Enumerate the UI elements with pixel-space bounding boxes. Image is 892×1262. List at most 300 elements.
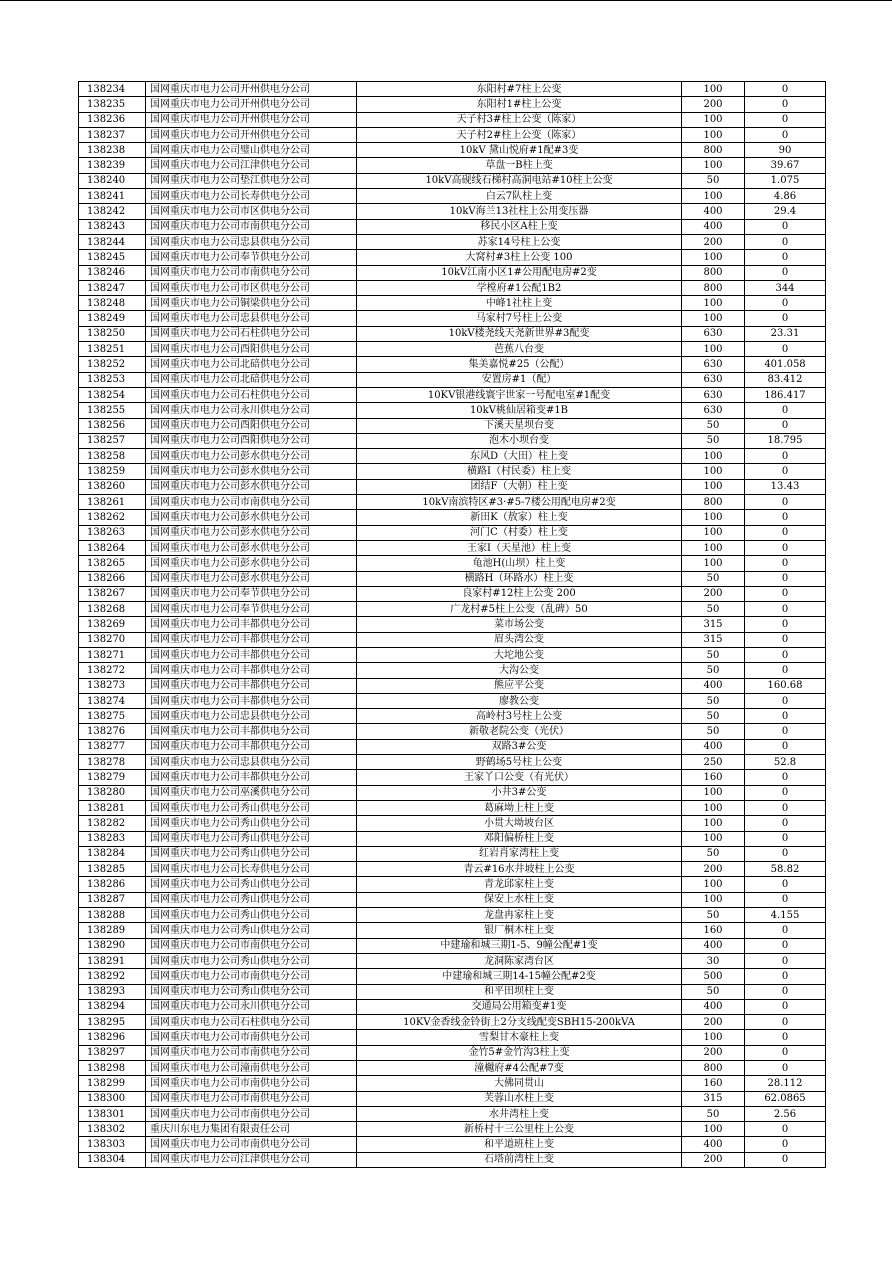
table-row	[79, 846, 826, 861]
company-cell: 国网重庆市电力公司市南供电分公司	[146, 1045, 357, 1060]
row-id-cell: 138247	[79, 280, 146, 295]
transformer-name-cell: 青龙邱家柱上变	[357, 877, 682, 892]
value-cell: 0	[745, 586, 826, 601]
company-cell: 国网重庆市电力公司开州供电分公司	[146, 82, 357, 97]
transformer-name-cell: 天子村2#柱上公变（陈家）	[357, 127, 682, 142]
company-cell: 国网重庆市电力公司彭水供电分公司	[146, 464, 357, 479]
row-id-cell: 138251	[79, 342, 146, 357]
row-id-cell: 138283	[79, 831, 146, 846]
capacity-cell: 100	[682, 296, 745, 311]
table-row	[79, 770, 826, 785]
row-id-cell: 138285	[79, 862, 146, 877]
company-cell: 国网重庆市电力公司石柱供电分公司	[146, 326, 357, 341]
value-cell: 0	[745, 464, 826, 479]
row-id-cell: 138278	[79, 755, 146, 770]
row-id-cell: 138266	[79, 571, 146, 586]
transformer-name-cell: 王家I（天星池）柱上变	[357, 540, 682, 555]
table-row	[79, 82, 826, 97]
row-id-cell: 138240	[79, 173, 146, 188]
value-cell: 0	[745, 82, 826, 97]
table-row	[79, 1061, 826, 1076]
company-cell: 国网重庆市电力公司忠县供电分公司	[146, 709, 357, 724]
value-cell: 52.8	[745, 755, 826, 770]
row-id-cell: 138262	[79, 510, 146, 525]
transformer-name-cell: 大佛同贯山	[357, 1076, 682, 1091]
value-cell: 0	[745, 418, 826, 433]
company-cell: 国网重庆市电力公司彭水供电分公司	[146, 556, 357, 571]
capacity-cell: 160	[682, 1076, 745, 1091]
row-id-cell: 138289	[79, 923, 146, 938]
transformer-name-cell: 小井3#公变	[357, 785, 682, 800]
transformer-name-cell: 10kV楼尧线天尧新世界#3配变	[357, 326, 682, 341]
capacity-cell: 100	[682, 127, 745, 142]
table-row	[79, 709, 826, 724]
capacity-cell: 100	[682, 892, 745, 907]
table-row	[79, 540, 826, 555]
table-row	[79, 204, 826, 219]
company-cell: 国网重庆市电力公司开州供电分公司	[146, 127, 357, 142]
row-id-cell: 138268	[79, 602, 146, 617]
company-cell: 国网重庆市电力公司丰都供电分公司	[146, 770, 357, 785]
transformer-name-cell: 泡木小坝台变	[357, 433, 682, 448]
transformer-name-cell: 东阳村#7柱上公变	[357, 82, 682, 97]
transformer-name-cell: 团结F（大朝）柱上变	[357, 479, 682, 494]
company-cell: 重庆川东电力集团有限责任公司	[146, 1122, 357, 1137]
value-cell: 0	[745, 800, 826, 815]
transformer-name-cell: 和平道班柱上变	[357, 1137, 682, 1152]
capacity-cell: 50	[682, 663, 745, 678]
company-cell: 国网重庆市电力公司丰都供电分公司	[146, 617, 357, 632]
transformer-name-cell: 移民小区A柱上变	[357, 219, 682, 234]
table-row	[79, 143, 826, 158]
value-cell: 0	[745, 724, 826, 739]
row-id-cell: 138280	[79, 785, 146, 800]
capacity-cell: 30	[682, 953, 745, 968]
transformer-name-cell: 交通局公用箱变#1变	[357, 999, 682, 1014]
value-cell: 13.43	[745, 479, 826, 494]
row-id-cell: 138296	[79, 1030, 146, 1045]
table-row	[79, 1137, 826, 1152]
row-id-cell: 138276	[79, 724, 146, 739]
company-cell: 国网重庆市电力公司彭水供电分公司	[146, 510, 357, 525]
row-id-cell: 138300	[79, 1091, 146, 1106]
value-cell: 0	[745, 617, 826, 632]
capacity-cell: 315	[682, 632, 745, 647]
company-cell: 国网重庆市电力公司秀山供电分公司	[146, 846, 357, 861]
transformer-name-cell: 新田K（敖家）柱上变	[357, 510, 682, 525]
value-cell: 29.4	[745, 204, 826, 219]
value-cell: 0	[745, 296, 826, 311]
table-row	[79, 158, 826, 173]
table-row	[79, 326, 826, 341]
company-cell: 国网重庆市电力公司永川供电分公司	[146, 403, 357, 418]
row-id-cell: 138267	[79, 586, 146, 601]
table-row	[79, 189, 826, 204]
value-cell: 160.68	[745, 678, 826, 693]
table-row	[79, 663, 826, 678]
transformer-name-cell: 大坨地公变	[357, 647, 682, 662]
capacity-cell: 630	[682, 387, 745, 402]
capacity-cell: 100	[682, 800, 745, 815]
value-cell: 0	[745, 999, 826, 1014]
capacity-cell: 50	[682, 693, 745, 708]
capacity-cell: 100	[682, 816, 745, 831]
company-cell: 国网重庆市电力公司市南供电分公司	[146, 265, 357, 280]
row-id-cell: 138294	[79, 999, 146, 1014]
company-cell: 国网重庆市电力公司市区供电分公司	[146, 280, 357, 295]
value-cell: 0	[745, 785, 826, 800]
company-cell: 国网重庆市电力公司长寿供电分公司	[146, 189, 357, 204]
transformer-name-cell: 学樘府#1公配1B2	[357, 280, 682, 295]
value-cell: 0	[745, 969, 826, 984]
transformer-name-cell: 东风D（大田）柱上变	[357, 449, 682, 464]
row-id-cell: 138304	[79, 1152, 146, 1167]
table-row	[79, 433, 826, 448]
row-id-cell: 138274	[79, 693, 146, 708]
table-row	[79, 938, 826, 953]
substation-table	[78, 81, 826, 1168]
company-cell: 国网重庆市电力公司市南供电分公司	[146, 938, 357, 953]
value-cell: 0	[745, 97, 826, 112]
table-row	[79, 112, 826, 127]
capacity-cell: 315	[682, 1091, 745, 1106]
transformer-name-cell: 野鹤场5号柱上公变	[357, 755, 682, 770]
table-row	[79, 586, 826, 601]
capacity-cell: 100	[682, 510, 745, 525]
table-row	[79, 418, 826, 433]
capacity-cell: 400	[682, 678, 745, 693]
capacity-cell: 200	[682, 1015, 745, 1030]
company-cell: 国网重庆市电力公司永川供电分公司	[146, 999, 357, 1014]
value-cell: 0	[745, 770, 826, 785]
row-id-cell: 138261	[79, 495, 146, 510]
row-id-cell: 138263	[79, 525, 146, 540]
value-cell: 0	[745, 510, 826, 525]
capacity-cell: 100	[682, 449, 745, 464]
value-cell: 0	[745, 449, 826, 464]
value-cell: 90	[745, 143, 826, 158]
transformer-name-cell: 中峰1社柱上变	[357, 296, 682, 311]
row-id-cell: 138245	[79, 250, 146, 265]
company-cell: 国网重庆市电力公司丰都供电分公司	[146, 663, 357, 678]
row-id-cell: 138235	[79, 97, 146, 112]
transformer-name-cell: 廖教公变	[357, 693, 682, 708]
value-cell: 0	[745, 693, 826, 708]
transformer-name-cell: 东阳村1#柱上公变	[357, 97, 682, 112]
table-row	[79, 479, 826, 494]
company-cell: 国网重庆市电力公司秀山供电分公司	[146, 831, 357, 846]
capacity-cell: 50	[682, 433, 745, 448]
table-row	[79, 755, 826, 770]
table-row	[79, 632, 826, 647]
value-cell: 0	[745, 877, 826, 892]
capacity-cell: 400	[682, 219, 745, 234]
value-cell: 0	[745, 892, 826, 907]
company-cell: 国网重庆市电力公司奉节供电分公司	[146, 586, 357, 601]
company-cell: 国网重庆市电力公司开州供电分公司	[146, 97, 357, 112]
company-cell: 国网重庆市电力公司奉节供电分公司	[146, 602, 357, 617]
transformer-name-cell: 下溪天星坝台变	[357, 418, 682, 433]
row-id-cell: 138260	[79, 479, 146, 494]
company-cell: 国网重庆市电力公司市南供电分公司	[146, 219, 357, 234]
company-cell: 国网重庆市电力公司北碚供电分公司	[146, 357, 357, 372]
row-id-cell: 138286	[79, 877, 146, 892]
company-cell: 国网重庆市电力公司市南供电分公司	[146, 1137, 357, 1152]
company-cell: 国网重庆市电力公司彭水供电分公司	[146, 571, 357, 586]
transformer-name-cell: 银厂桐木柱上变	[357, 923, 682, 938]
table-row	[79, 495, 826, 510]
company-cell: 国网重庆市电力公司石柱供电分公司	[146, 1015, 357, 1030]
capacity-cell: 50	[682, 647, 745, 662]
capacity-cell: 100	[682, 525, 745, 540]
row-id-cell: 138301	[79, 1106, 146, 1121]
table-row	[79, 923, 826, 938]
row-id-cell: 138270	[79, 632, 146, 647]
value-cell: 0	[745, 556, 826, 571]
capacity-cell: 50	[682, 173, 745, 188]
capacity-cell: 400	[682, 999, 745, 1014]
table-row	[79, 173, 826, 188]
company-cell: 国网重庆市电力公司奉节供电分公司	[146, 250, 357, 265]
value-cell: 0	[745, 1137, 826, 1152]
transformer-name-cell: 和平田坝柱上变	[357, 984, 682, 999]
company-cell: 国网重庆市电力公司秀山供电分公司	[146, 892, 357, 907]
company-cell: 国网重庆市电力公司秀山供电分公司	[146, 908, 357, 923]
transformer-name-cell: 10KV银港线寰宇世家一号配电室#1配变	[357, 387, 682, 402]
transformer-name-cell: 保安上水柱上变	[357, 892, 682, 907]
table-row	[79, 892, 826, 907]
company-cell: 国网重庆市电力公司璧山供电分公司	[146, 143, 357, 158]
company-cell: 国网重庆市电力公司石柱供电分公司	[146, 387, 357, 402]
transformer-name-cell: 10kV桃仙居箱变#1B	[357, 403, 682, 418]
row-id-cell: 138291	[79, 953, 146, 968]
table-row	[79, 219, 826, 234]
value-cell: 0	[745, 739, 826, 754]
capacity-cell: 400	[682, 938, 745, 953]
capacity-cell: 50	[682, 1106, 745, 1121]
transformer-name-cell: 双路3#公变	[357, 739, 682, 754]
capacity-cell: 100	[682, 464, 745, 479]
row-id-cell: 138243	[79, 219, 146, 234]
table-row	[79, 127, 826, 142]
table-row	[79, 953, 826, 968]
transformer-name-cell: 红岩肖家湾柱上变	[357, 846, 682, 861]
value-cell: 0	[745, 311, 826, 326]
row-id-cell: 138293	[79, 984, 146, 999]
company-cell: 国网重庆市电力公司丰都供电分公司	[146, 693, 357, 708]
table-row	[79, 556, 826, 571]
row-id-cell: 138269	[79, 617, 146, 632]
transformer-name-cell: 天子村3#柱上公变（陈家）	[357, 112, 682, 127]
table-row	[79, 1106, 826, 1121]
value-cell: 4.86	[745, 189, 826, 204]
company-cell: 国网重庆市电力公司巫溪供电分公司	[146, 785, 357, 800]
row-id-cell: 138244	[79, 234, 146, 249]
row-id-cell: 138277	[79, 739, 146, 754]
transformer-name-cell: 小贯大坳坡台区	[357, 816, 682, 831]
value-cell: 0	[745, 831, 826, 846]
table-row	[79, 785, 826, 800]
transformer-name-cell: 10kV高砚线石梯村高洞电站#10柱上公变	[357, 173, 682, 188]
transformer-name-cell: 10kV海兰13社柱上公用变压器	[357, 204, 682, 219]
value-cell: 62.0865	[745, 1091, 826, 1106]
value-cell: 83.412	[745, 372, 826, 387]
row-id-cell: 138288	[79, 908, 146, 923]
row-id-cell: 138303	[79, 1137, 146, 1152]
row-id-cell: 138275	[79, 709, 146, 724]
transformer-name-cell: 水井湾柱上变	[357, 1106, 682, 1121]
value-cell: 0	[745, 525, 826, 540]
capacity-cell: 630	[682, 403, 745, 418]
value-cell: 0	[745, 709, 826, 724]
table-row	[79, 678, 826, 693]
value-cell: 0	[745, 663, 826, 678]
table-row	[79, 1030, 826, 1045]
capacity-cell: 200	[682, 862, 745, 877]
row-id-cell: 138234	[79, 82, 146, 97]
capacity-cell: 50	[682, 418, 745, 433]
row-id-cell: 138298	[79, 1061, 146, 1076]
table-row	[79, 372, 826, 387]
capacity-cell: 800	[682, 265, 745, 280]
transformer-name-cell: 10KV金香线金铃街上2分支线配变SBH15-200kVA	[357, 1015, 682, 1030]
value-cell: 1.075	[745, 173, 826, 188]
value-cell: 39.67	[745, 158, 826, 173]
row-id-cell: 138254	[79, 387, 146, 402]
table-row	[79, 969, 826, 984]
capacity-cell: 100	[682, 311, 745, 326]
row-id-cell: 138299	[79, 1076, 146, 1091]
capacity-cell: 400	[682, 204, 745, 219]
capacity-cell: 200	[682, 586, 745, 601]
capacity-cell: 100	[682, 831, 745, 846]
transformer-name-cell: 王家丫口公变（有光伏）	[357, 770, 682, 785]
value-cell: 2.56	[745, 1106, 826, 1121]
transformer-name-cell: 菜市场公变	[357, 617, 682, 632]
transformer-name-cell: 横路H（环路水）柱上变	[357, 571, 682, 586]
company-cell: 国网重庆市电力公司彭水供电分公司	[146, 525, 357, 540]
company-cell: 国网重庆市电力公司秀山供电分公司	[146, 800, 357, 815]
capacity-cell: 630	[682, 326, 745, 341]
row-id-cell: 138264	[79, 540, 146, 555]
value-cell: 0	[745, 816, 826, 831]
transformer-name-cell: 良家村#12柱上公变 200	[357, 586, 682, 601]
table-row	[79, 525, 826, 540]
value-cell: 0	[745, 403, 826, 418]
capacity-cell: 50	[682, 984, 745, 999]
company-cell: 国网重庆市电力公司酉阳供电分公司	[146, 433, 357, 448]
capacity-cell: 100	[682, 1030, 745, 1045]
row-id-cell: 138248	[79, 296, 146, 311]
value-cell: 0	[745, 1030, 826, 1045]
company-cell: 国网重庆市电力公司忠县供电分公司	[146, 755, 357, 770]
company-cell: 国网重庆市电力公司秀山供电分公司	[146, 953, 357, 968]
capacity-cell: 100	[682, 250, 745, 265]
company-cell: 国网重庆市电力公司丰都供电分公司	[146, 678, 357, 693]
transformer-name-cell: 雪梨甘木豪柱上变	[357, 1030, 682, 1045]
row-id-cell: 138253	[79, 372, 146, 387]
capacity-cell: 100	[682, 82, 745, 97]
capacity-cell: 200	[682, 234, 745, 249]
value-cell: 0	[745, 1015, 826, 1030]
value-cell: 58.82	[745, 862, 826, 877]
company-cell: 国网重庆市电力公司酉阳供电分公司	[146, 342, 357, 357]
row-id-cell: 138255	[79, 403, 146, 418]
table-row	[79, 510, 826, 525]
row-id-cell: 138246	[79, 265, 146, 280]
row-id-cell: 138290	[79, 938, 146, 953]
table-row	[79, 617, 826, 632]
row-id-cell: 138302	[79, 1122, 146, 1137]
transformer-name-cell: 安置房#1（配）	[357, 372, 682, 387]
table-row	[79, 1045, 826, 1060]
table-row	[79, 739, 826, 754]
row-id-cell: 138295	[79, 1015, 146, 1030]
transformer-name-cell: 苏家14号柱上公变	[357, 234, 682, 249]
table-row	[79, 877, 826, 892]
company-cell: 国网重庆市电力公司潼南供电分公司	[146, 1061, 357, 1076]
value-cell: 0	[745, 342, 826, 357]
company-cell: 国网重庆市电力公司市南供电分公司	[146, 1091, 357, 1106]
company-cell: 国网重庆市电力公司长寿供电分公司	[146, 862, 357, 877]
value-cell: 0	[745, 1061, 826, 1076]
company-cell: 国网重庆市电力公司市区供电分公司	[146, 204, 357, 219]
value-cell: 0	[745, 647, 826, 662]
transformer-name-cell: 眉头湾公变	[357, 632, 682, 647]
transformer-name-cell: 青云#16水井坡柱上公变	[357, 862, 682, 877]
company-cell: 国网重庆市电力公司市南供电分公司	[146, 495, 357, 510]
transformer-name-cell: 广龙村#5柱上公变（乱碑）50	[357, 602, 682, 617]
table-row	[79, 280, 826, 295]
company-cell: 国网重庆市电力公司秀山供电分公司	[146, 984, 357, 999]
page-top-rule	[0, 0, 892, 1]
table-row	[79, 571, 826, 586]
transformer-name-cell: 熊应平公变	[357, 678, 682, 693]
company-cell: 国网重庆市电力公司铜梁供电分公司	[146, 296, 357, 311]
table-row	[79, 265, 826, 280]
transformer-name-cell: 石塔前湾柱上变	[357, 1152, 682, 1167]
capacity-cell: 50	[682, 709, 745, 724]
capacity-cell: 100	[682, 877, 745, 892]
row-id-cell: 138258	[79, 449, 146, 464]
capacity-cell: 800	[682, 495, 745, 510]
transformer-name-cell: 龙盘冉家柱上变	[357, 908, 682, 923]
value-cell: 0	[745, 112, 826, 127]
row-id-cell: 138279	[79, 770, 146, 785]
row-id-cell: 138237	[79, 127, 146, 142]
transformer-name-cell: 潼樾府#4公配#7变	[357, 1061, 682, 1076]
company-cell: 国网重庆市电力公司开州供电分公司	[146, 112, 357, 127]
row-id-cell: 138281	[79, 800, 146, 815]
row-id-cell: 138282	[79, 816, 146, 831]
company-cell: 国网重庆市电力公司市南供电分公司	[146, 1030, 357, 1045]
row-id-cell: 138284	[79, 846, 146, 861]
capacity-cell: 100	[682, 556, 745, 571]
transformer-name-cell: 金竹5#金竹沟3柱上变	[357, 1045, 682, 1060]
row-id-cell: 138252	[79, 357, 146, 372]
value-cell: 18.795	[745, 433, 826, 448]
company-cell: 国网重庆市电力公司彭水供电分公司	[146, 479, 357, 494]
row-id-cell: 138259	[79, 464, 146, 479]
row-id-cell: 138257	[79, 433, 146, 448]
transformer-name-cell: 10kV南滨特区#3·#5-7楼公用配电房#2变	[357, 495, 682, 510]
transformer-name-cell: 龙洞陈家湾台区	[357, 953, 682, 968]
capacity-cell: 315	[682, 617, 745, 632]
row-id-cell: 138238	[79, 143, 146, 158]
table-row	[79, 403, 826, 418]
capacity-cell: 100	[682, 479, 745, 494]
value-cell: 23.31	[745, 326, 826, 341]
